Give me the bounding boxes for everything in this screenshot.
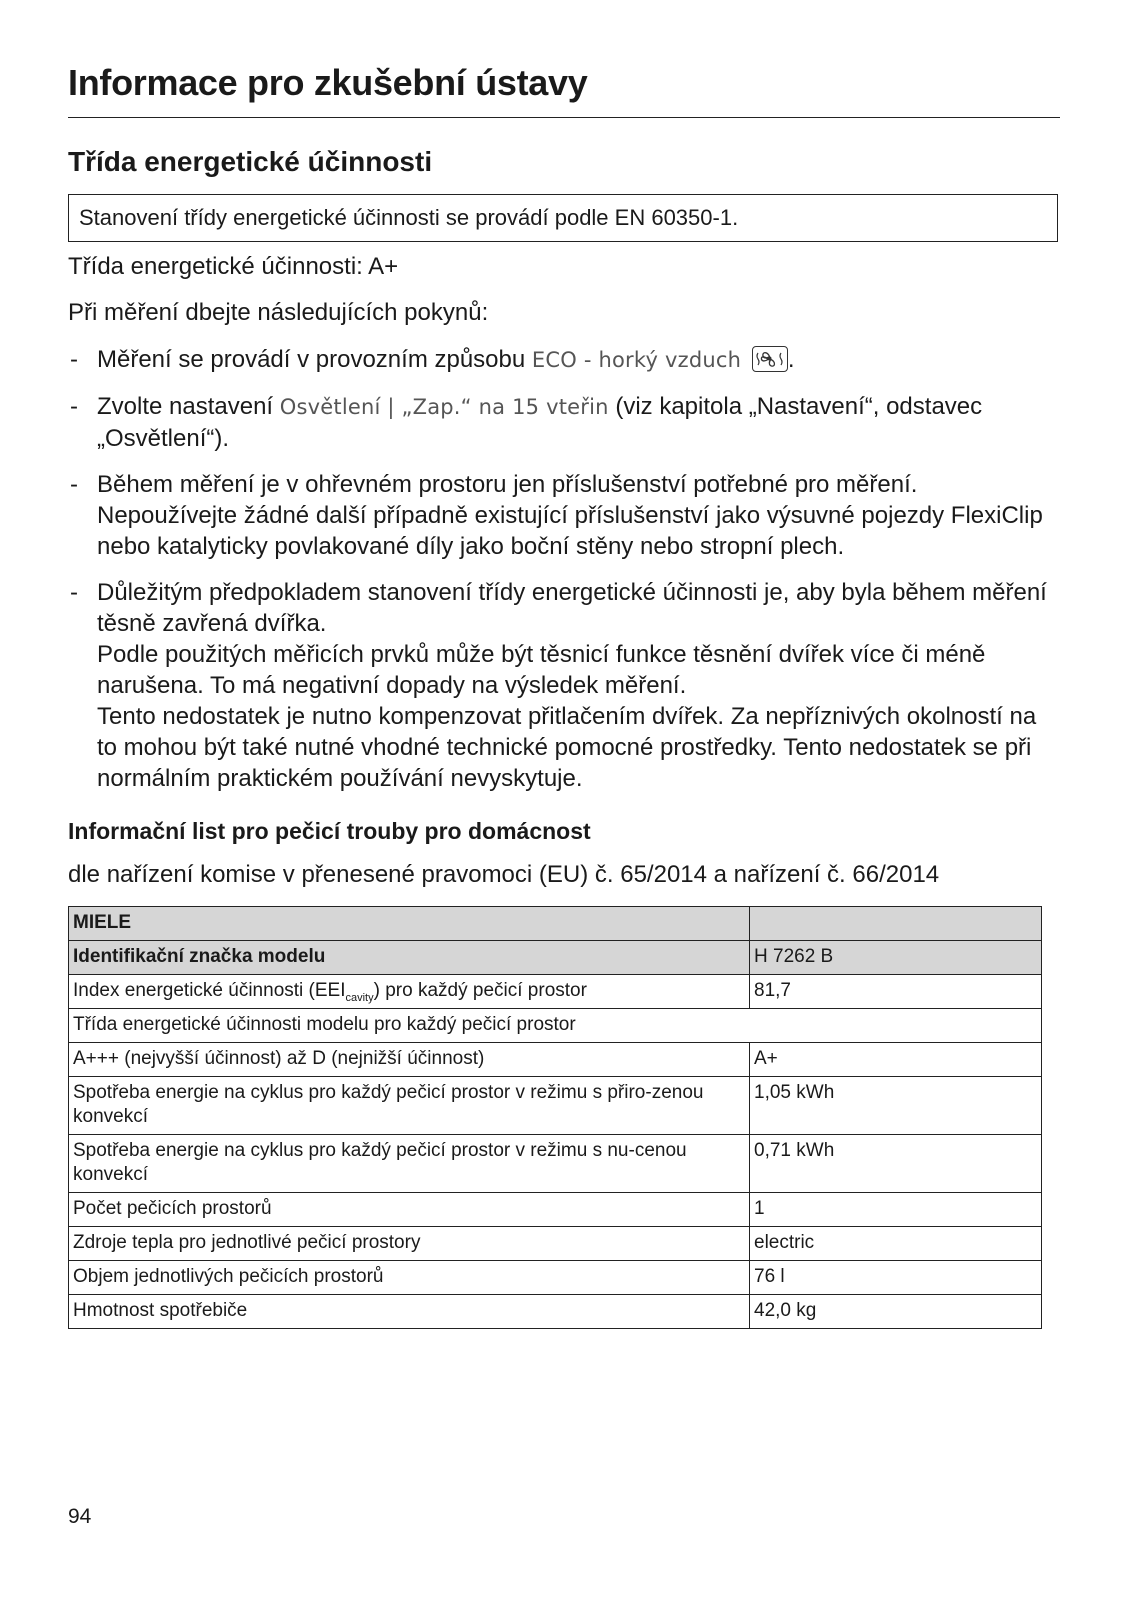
table-row: Hmotnost spotřebiče 42,0 kg: [69, 1295, 1042, 1329]
table-row: Spotřeba energie na cyklus pro každý pečicí prostor v režimu s nu-cenou konvekcí 0,71 kWh: [69, 1135, 1042, 1193]
display-setting-text: Osvětlení | „Zap.“ na 15 vteřin: [279, 395, 609, 419]
table-row: Počet pečicích prostorů 1: [69, 1193, 1042, 1227]
info-table: [68, 906, 1042, 1329]
info-sheet-title: Informační list pro pečicí trouby pro domácnost: [68, 818, 591, 844]
notice-box: [68, 194, 1058, 242]
brand-cell: MIELE: [69, 907, 750, 941]
display-mode-text: ECO - horký vzduch: [531, 348, 742, 372]
list-item: - Zvolte nastavení Osvětlení | „Zap.“ na 15 vteřin (viz kapitola „Nastavení“, odstavec „Osvětlení“).: [70, 393, 983, 452]
list-item: - Důležitým předpokladem stanovení třídy energetické účinnosti je, aby byla během měření těsně zavřená dvířka. Podle použitých měřicích prvků může být těsnicí funkce těsnění dvířek více či méně narušena. To má negativní dopady na výsledek měření. Tento nedostatek je nutno kompenzovat přitlačením dvířek. Za nepříznivých okolností na to mohou být také nutné vhodné technické pomocné prostředky. Tento nedostatek se při normálním praktickém používání nevyskytuje.: [70, 579, 1047, 792]
info-sheet-subtitle: dle nařízení komise v přenesené pravomoci (EU) č. 65/2014 a nařízení č. 66/2014: [68, 861, 940, 888]
list-item: - Během měření je v ohřevném prostoru jen příslušenství potřebné pro měření. Nepoužívejte žádné další případně existující příslušenství jako výsuvné pojezdy FlexiClip nebo katalyticky povlakované díly jako boční stěny nebo stropní plech.: [70, 471, 1043, 560]
table-row: Objem jednotlivých pečicích prostorů 76 l: [69, 1261, 1042, 1295]
table-row: Třída energetické účinnosti modelu pro každý pečicí prostor: [69, 1009, 1042, 1043]
energy-class-line: Třída energetické účinnosti: A+: [68, 253, 399, 280]
notice-text: Stanovení třídy energetické účinnosti se provádí podle EN 60350-1.: [79, 205, 739, 230]
page-title: Informace pro zkušební ústavy: [68, 62, 588, 103]
table-row: Spotřeba energie na cyklus pro každý pečicí prostor v režimu s přiro-zenou konvekcí 1,05 kWh: [69, 1077, 1042, 1135]
section-title: Třída energetické účinnosti: [68, 146, 433, 177]
list-item: - Měření se provádí v provozním způsobu ECO - horký vzduch .: [70, 346, 795, 373]
table-row: Index energetické účinnosti $(EEI_{cavity})$ pro každý pečicí prostor 81,7: [69, 975, 1042, 1009]
table-row: Zdroje tepla pro jednotlivé pečicí prostory electric: [69, 1227, 1042, 1261]
table-row: A+++ (nejvyšší účinnost) až D (nejnižší účinnost) A+: [69, 1043, 1042, 1077]
page-number: 94: [68, 1505, 92, 1528]
measurement-intro: Při měření dbejte následujících pokynů:: [68, 299, 489, 326]
table-row: [69, 907, 1042, 941]
title-divider: [68, 117, 1060, 118]
measurement-instructions: [68, 344, 1060, 809]
fan-heat-icon: [752, 346, 788, 372]
table-row: Identifikační značka modelu H 7262 B: [69, 941, 1042, 975]
